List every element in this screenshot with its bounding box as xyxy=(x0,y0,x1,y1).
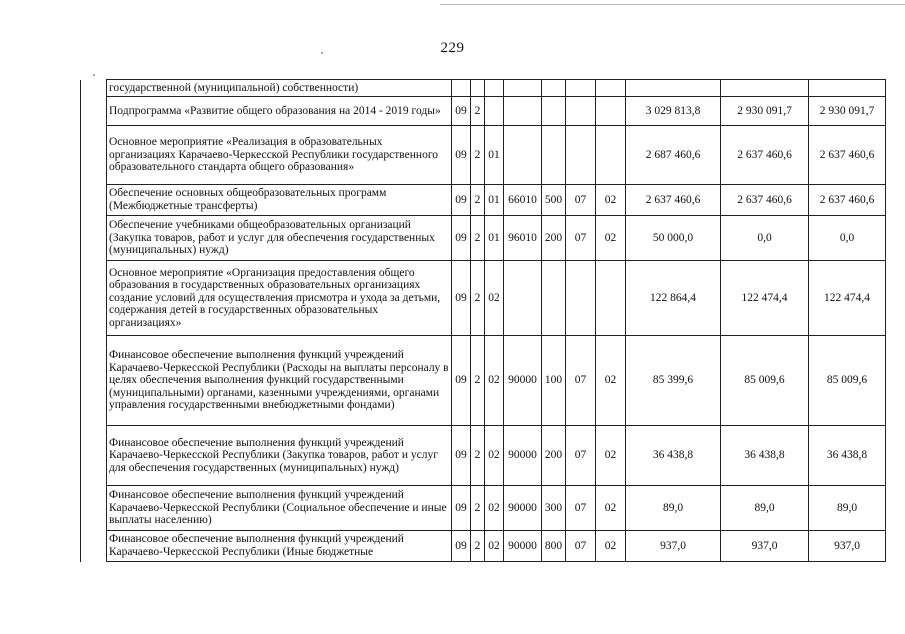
code-event: 02 xyxy=(485,336,504,426)
code-expense-type xyxy=(542,80,566,97)
code-section xyxy=(566,80,596,97)
code-subsection xyxy=(596,97,626,126)
row-name: Финансовое обеспечение выполнения функций учреждений Карачаево-Черкесской Республики (Социальное обеспечение и иные выплаты населению) xyxy=(107,486,452,531)
code-direction: 90000 xyxy=(504,426,542,486)
amount-year-1: 89,0 xyxy=(626,486,721,531)
table-row xyxy=(81,80,886,97)
row-name: Финансовое обеспечение выполнения функций учреждений Карачаево-Черкесской Республики (Расходы на выплаты персоналу в целях обеспечения выполнения функций государственными (муниципальными) органами, казенными учреждениями, органами управления государственными внебюджетными фондами) xyxy=(107,336,452,426)
code-subsection: 02 xyxy=(596,426,626,486)
code-section: 07 xyxy=(566,336,596,426)
code-expense-type: 300 xyxy=(542,486,566,531)
code-subsection xyxy=(596,80,626,97)
code-ministry: 09 xyxy=(452,531,471,562)
code-expense-type xyxy=(542,97,566,126)
scan-edge-line xyxy=(440,4,905,5)
amount-year-3 xyxy=(809,80,886,97)
code-section: 07 xyxy=(566,185,596,216)
code-section: 07 xyxy=(566,486,596,531)
scan-speck xyxy=(93,74,95,76)
table-row xyxy=(81,126,886,185)
code-subsection: 02 xyxy=(596,185,626,216)
amount-year-1: 85 399,6 xyxy=(626,336,721,426)
code-ministry: 09 xyxy=(452,426,471,486)
code-expense-type: 200 xyxy=(542,426,566,486)
code-event: 01 xyxy=(485,185,504,216)
margin-cell xyxy=(81,531,107,562)
code-direction xyxy=(504,261,542,336)
amount-year-3: 937,0 xyxy=(809,531,886,562)
margin-cell xyxy=(81,80,107,97)
code-ministry: 09 xyxy=(452,336,471,426)
amount-year-1: 937,0 xyxy=(626,531,721,562)
code-section: 07 xyxy=(566,426,596,486)
amount-year-3: 2 637 460,6 xyxy=(809,126,886,185)
code-program: 2 xyxy=(471,216,485,261)
code-direction: 90000 xyxy=(504,486,542,531)
amount-year-3: 0,0 xyxy=(809,216,886,261)
amount-year-3: 122 474,4 xyxy=(809,261,886,336)
code-direction: 66010 xyxy=(504,185,542,216)
code-expense-type xyxy=(542,126,566,185)
table-row xyxy=(81,216,886,261)
amount-year-2: 2 637 460,6 xyxy=(721,126,809,185)
row-name: Основное мероприятие «Реализация в образовательных организациях Карачаево-Черкесской Республики государственного образовательного стандарта общего образования» xyxy=(107,126,452,185)
code-section xyxy=(566,126,596,185)
amount-year-2: 122 474,4 xyxy=(721,261,809,336)
amount-year-2: 89,0 xyxy=(721,486,809,531)
row-name: Финансовое обеспечение выполнения функций учреждений Карачаево-Черкесской Республики (Закупка товаров, работ и услуг для обеспечения государственных (муниципальных) нужд) xyxy=(107,426,452,486)
code-expense-type: 800 xyxy=(542,531,566,562)
amount-year-1: 2 687 460,6 xyxy=(626,126,721,185)
code-subsection xyxy=(596,126,626,185)
code-ministry: 09 xyxy=(452,216,471,261)
code-program: 2 xyxy=(471,486,485,531)
amount-year-2 xyxy=(721,80,809,97)
code-event xyxy=(485,80,504,97)
code-direction: 90000 xyxy=(504,336,542,426)
amount-year-1: 122 864,4 xyxy=(626,261,721,336)
code-expense-type xyxy=(542,261,566,336)
margin-cell xyxy=(81,336,107,426)
amount-year-2: 85 009,6 xyxy=(721,336,809,426)
code-program: 2 xyxy=(471,185,485,216)
code-subsection: 02 xyxy=(596,486,626,531)
code-program: 2 xyxy=(471,426,485,486)
code-event: 02 xyxy=(485,426,504,486)
code-program: 2 xyxy=(471,531,485,562)
code-section xyxy=(566,261,596,336)
table-row xyxy=(81,261,886,336)
amount-year-1 xyxy=(626,80,721,97)
amount-year-2: 0,0 xyxy=(721,216,809,261)
margin-cell xyxy=(81,185,107,216)
code-ministry: 09 xyxy=(452,261,471,336)
code-expense-type: 100 xyxy=(542,336,566,426)
margin-cell xyxy=(81,216,107,261)
table-row xyxy=(81,185,886,216)
row-name: Обеспечение основных общеобразовательных программ (Межбюджетные трансферты) xyxy=(107,185,452,216)
code-subsection: 02 xyxy=(596,216,626,261)
code-section xyxy=(566,97,596,126)
margin-cell xyxy=(81,261,107,336)
code-direction: 96010 xyxy=(504,216,542,261)
table-row xyxy=(81,426,886,486)
amount-year-3: 89,0 xyxy=(809,486,886,531)
amount-year-3: 85 009,6 xyxy=(809,336,886,426)
amount-year-3: 36 438,8 xyxy=(809,426,886,486)
code-ministry: 09 xyxy=(452,185,471,216)
code-program: 2 xyxy=(471,336,485,426)
row-name: Подпрограмма «Развитие общего образования на 2014 - 2019 годы» xyxy=(107,97,452,126)
amount-year-2: 36 438,8 xyxy=(721,426,809,486)
row-name: Основное мероприятие «Организация предоставления общего образования в государственных образовательных организациях создание условий для осуществления присмотра и ухода за детьми, содержания детей в государственных образовательных организациях» xyxy=(107,261,452,336)
code-event xyxy=(485,97,504,126)
table-row xyxy=(81,336,886,426)
code-expense-type: 500 xyxy=(542,185,566,216)
code-program xyxy=(471,80,485,97)
table-row xyxy=(81,486,886,531)
code-direction xyxy=(504,80,542,97)
code-program: 2 xyxy=(471,97,485,126)
code-direction: 90000 xyxy=(504,531,542,562)
code-event: 02 xyxy=(485,531,504,562)
amount-year-2: 2 637 460,6 xyxy=(721,185,809,216)
code-event: 02 xyxy=(485,261,504,336)
row-name: государственной (муниципальной) собственности) xyxy=(107,80,452,97)
amount-year-1: 50 000,0 xyxy=(626,216,721,261)
amount-year-1: 36 438,8 xyxy=(626,426,721,486)
code-ministry: 09 xyxy=(452,126,471,185)
code-event: 01 xyxy=(485,126,504,185)
margin-cell xyxy=(81,486,107,531)
page-number: 229 xyxy=(440,40,465,56)
code-direction xyxy=(504,126,542,185)
table-row xyxy=(81,97,886,126)
code-program: 2 xyxy=(471,261,485,336)
budget-table xyxy=(80,79,886,562)
row-name: Финансовое обеспечение выполнения функций учреждений Карачаево-Черкесской Республики (Иные бюджетные xyxy=(107,531,452,562)
row-name: Обеспечение учебниками общеобразовательных организаций (Закупка товаров, работ и услуг для обеспечения государственных (муниципальных) нужд) xyxy=(107,216,452,261)
code-section: 07 xyxy=(566,216,596,261)
code-subsection xyxy=(596,261,626,336)
code-direction xyxy=(504,97,542,126)
code-event: 01 xyxy=(485,216,504,261)
amount-year-1: 2 637 460,6 xyxy=(626,185,721,216)
code-subsection: 02 xyxy=(596,336,626,426)
margin-cell xyxy=(81,97,107,126)
code-expense-type: 200 xyxy=(542,216,566,261)
code-ministry xyxy=(452,80,471,97)
amount-year-2: 2 930 091,7 xyxy=(721,97,809,126)
code-event: 02 xyxy=(485,486,504,531)
amount-year-2: 937,0 xyxy=(721,531,809,562)
code-section: 07 xyxy=(566,531,596,562)
amount-year-1: 3 029 813,8 xyxy=(626,97,721,126)
code-subsection: 02 xyxy=(596,531,626,562)
code-ministry: 09 xyxy=(452,486,471,531)
amount-year-3: 2 930 091,7 xyxy=(809,97,886,126)
margin-cell xyxy=(81,426,107,486)
margin-cell xyxy=(81,126,107,185)
code-ministry: 09 xyxy=(452,97,471,126)
code-program: 2 xyxy=(471,126,485,185)
amount-year-3: 2 637 460,6 xyxy=(809,185,886,216)
table-row xyxy=(81,531,886,562)
